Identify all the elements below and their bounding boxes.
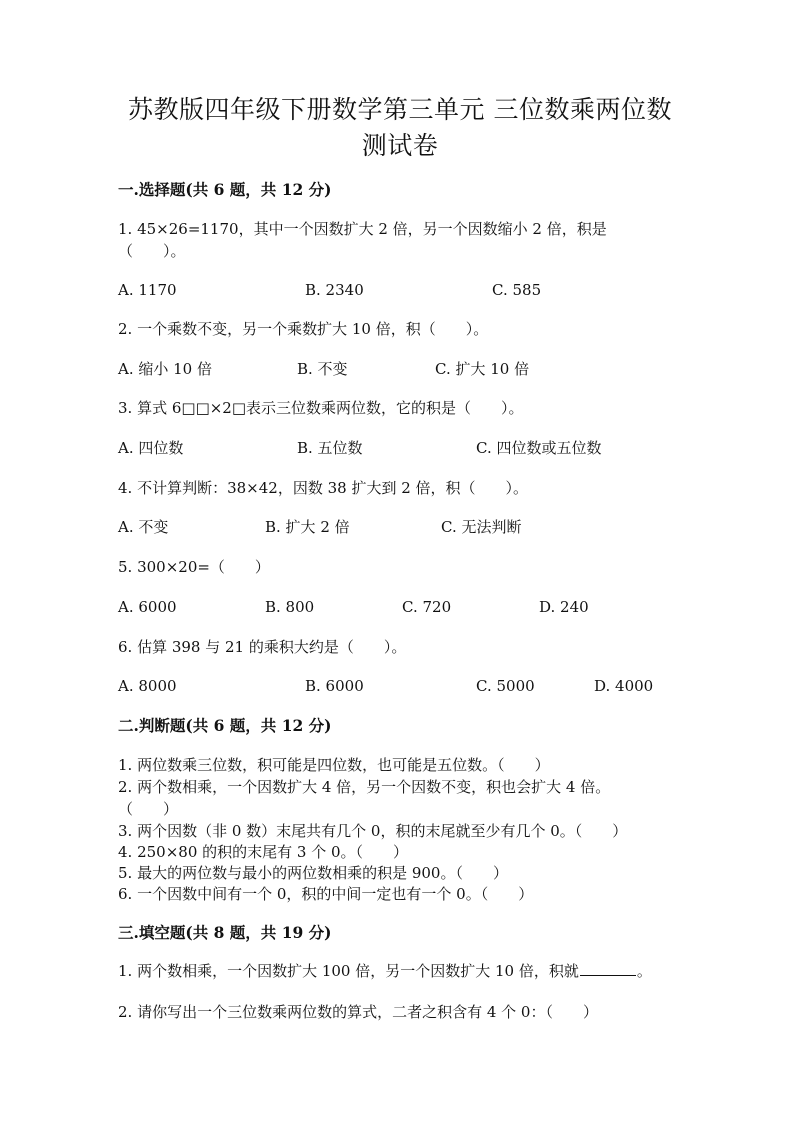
section-heading-fill: 三.填空题(共 8 题，共 19 分) <box>118 923 332 942</box>
option-b: B. 2340 <box>305 281 364 299</box>
fill-item <box>118 960 652 982</box>
page-title: 苏教版四年级下册数学第三单元 三位数乘两位数 <box>128 95 672 124</box>
question-text: 5. 300×20=（ ） <box>118 558 270 576</box>
page-title-cont: 测试卷 <box>361 131 439 160</box>
question-text: 6. 估算 398 与 21 的乘积大约是（ ）。 <box>118 638 407 656</box>
fill-item-text: 1. 两个数相乘，一个因数扩大 100 倍，另一个因数扩大 10 倍，积就 <box>118 962 579 980</box>
question-text: 1. 45×26=1170，其中一个因数扩大 2 倍，另一个因数缩小 2 倍，积是 <box>118 220 607 238</box>
section-heading-judge: 二.判断题(共 6 题，共 12 分) <box>118 716 332 735</box>
option-a: A. 不变 <box>118 518 169 536</box>
answer-blank[interactable] <box>580 961 636 976</box>
option-a: A. 缩小 10 倍 <box>118 360 212 378</box>
judge-item: 2. 两个数相乘，一个因数扩大 4 倍，另一个因数不变，积也会扩大 4 倍。 <box>118 778 611 796</box>
option-a: A. 1170 <box>118 281 177 299</box>
option-b: B. 不变 <box>297 360 348 378</box>
option-c: C. 585 <box>492 281 542 299</box>
section-heading-choice: 一.选择题(共 6 题，共 12 分) <box>118 180 332 199</box>
option-d: D. 4000 <box>594 677 654 695</box>
judge-item: 1. 两位数乘三位数，积可能是四位数，也可能是五位数。（ ） <box>118 756 550 774</box>
option-c: C. 720 <box>402 598 452 616</box>
option-b: B. 五位数 <box>297 439 363 457</box>
question-text: 4. 不计算判断：38×42，因数 38 扩大到 2 倍，积（ ）。 <box>118 479 529 497</box>
question-text-cont: （ ）。 <box>118 242 186 260</box>
option-a: A. 8000 <box>118 677 177 695</box>
judge-item: 6. 一个因数中间有一个 0，积的中间一定也有一个 0。（ ） <box>118 885 534 903</box>
option-c: C. 四位数或五位数 <box>476 439 602 457</box>
judge-item: 3. 两个因数（非 0 数）末尾共有几个 0，积的末尾就至少有几个 0。（ ） <box>118 822 628 840</box>
option-c: C. 5000 <box>476 677 535 695</box>
judge-item-cont: （ ） <box>118 800 179 818</box>
fill-item: 2. 请你写出一个三位数乘两位数的算式，二者之积含有 4 个 0：（ ） <box>118 1003 598 1021</box>
option-b: B. 扩大 2 倍 <box>265 518 350 536</box>
option-a: A. 6000 <box>118 598 177 616</box>
option-b: B. 6000 <box>305 677 364 695</box>
option-c: C. 扩大 10 倍 <box>435 360 530 378</box>
option-b: B. 800 <box>265 598 315 616</box>
judge-item: 5. 最大的两位数与最小的两位数相乘的积是 900。（ ） <box>118 864 508 882</box>
judge-item: 4. 250×80 的积的末尾有 3 个 0。（ ） <box>118 843 409 861</box>
option-a: A. 四位数 <box>118 439 184 457</box>
question-text: 3. 算式 6□□×2□表示三位数乘两位数，它的积是（ ）。 <box>118 399 524 417</box>
option-c: C. 无法判断 <box>441 518 522 536</box>
question-text: 2. 一个乘数不变，另一个乘数扩大 10 倍，积（ ）。 <box>118 320 489 338</box>
fill-item-end: 。 <box>636 962 652 980</box>
option-d: D. 240 <box>539 598 589 616</box>
